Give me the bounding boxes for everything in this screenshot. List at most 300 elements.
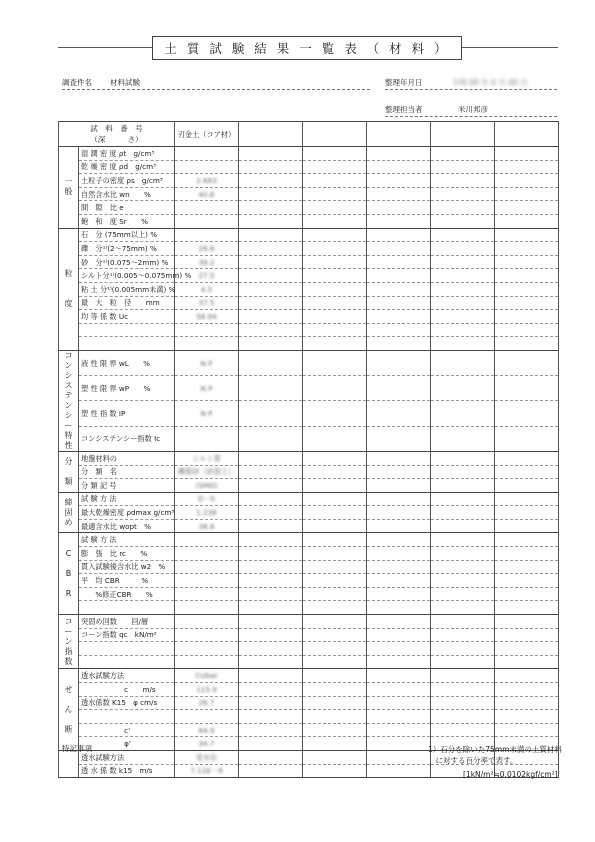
empty-cell <box>495 574 559 588</box>
empty-cell <box>431 628 495 642</box>
empty-cell <box>431 587 495 601</box>
empty-cell <box>495 451 559 465</box>
row-label: 塑 性 限 界 wP % <box>79 376 175 401</box>
empty-cell <box>367 669 431 683</box>
empty-cell <box>303 710 367 724</box>
empty-cell <box>431 492 495 506</box>
empty-cell <box>367 401 431 426</box>
row-value <box>175 642 239 656</box>
row-value <box>175 147 239 161</box>
section-label: 一 般 <box>59 147 79 229</box>
row-label <box>79 642 175 656</box>
row-value: 40.6 <box>175 187 239 201</box>
row-label: 最大乾燥密度 ρdmax g/cm³ <box>79 506 175 520</box>
row-value <box>175 201 239 215</box>
empty-cell <box>303 642 367 656</box>
empty-cell <box>495 628 559 642</box>
empty-cell <box>367 519 431 533</box>
empty-cell <box>495 696 559 710</box>
empty-cell <box>239 560 303 574</box>
table-row <box>59 201 559 215</box>
empty-cell <box>367 492 431 506</box>
empty-cell <box>431 350 495 375</box>
empty-cell <box>239 147 303 161</box>
empty-cell <box>495 147 559 161</box>
table-row <box>59 479 559 493</box>
empty-cell <box>495 519 559 533</box>
empty-cell <box>239 750 303 764</box>
empty-cell <box>367 750 431 764</box>
empty-cell <box>495 269 559 283</box>
empty-cell <box>431 451 495 465</box>
empty-cell <box>367 560 431 574</box>
empty-cell <box>367 337 431 351</box>
empty-cell <box>303 376 367 401</box>
row-value: シルト質 <box>175 451 239 465</box>
row-value: 115.9 <box>175 683 239 697</box>
row-label: 土粒子の密度 ρs g/cm³ <box>79 174 175 188</box>
table-row <box>59 587 559 601</box>
empty-cell <box>367 764 431 778</box>
empty-cell <box>431 255 495 269</box>
empty-cell <box>431 574 495 588</box>
row-label: 最 大 粒 径 mm <box>79 296 175 310</box>
empty-cell <box>495 214 559 228</box>
empty-cell <box>239 401 303 426</box>
table-row <box>59 310 559 324</box>
row-value <box>175 323 239 337</box>
empty-cell <box>303 479 367 493</box>
empty-cell <box>431 337 495 351</box>
row-label: 石 分 (75mm以上) % <box>79 228 175 242</box>
empty-cell <box>367 296 431 310</box>
table-row <box>59 242 559 256</box>
empty-cell <box>303 764 367 778</box>
row-label <box>79 655 175 669</box>
empty-cell <box>239 615 303 629</box>
empty-cell <box>303 337 367 351</box>
empty-cell <box>239 519 303 533</box>
table-row <box>59 710 559 724</box>
person-value: 米川邦彦 <box>458 105 488 114</box>
row-value: 29.8 <box>175 242 239 256</box>
row-value: 26.7 <box>175 696 239 710</box>
row-value: N P <box>175 376 239 401</box>
empty-cell <box>495 723 559 737</box>
empty-cell <box>239 376 303 401</box>
row-label: c m/s <box>79 683 175 697</box>
empty-cell <box>239 587 303 601</box>
empty-cell <box>303 587 367 601</box>
table-row <box>59 506 559 520</box>
row-value <box>175 547 239 561</box>
empty-cell <box>431 642 495 656</box>
row-label: 平 均 CBR % <box>79 574 175 588</box>
empty-cell <box>495 710 559 724</box>
row-value <box>175 574 239 588</box>
empty-cell <box>367 696 431 710</box>
empty-cell <box>303 451 367 465</box>
row-label: 透水試験方法 <box>79 750 175 764</box>
empty-cell <box>239 574 303 588</box>
row-value <box>175 228 239 242</box>
row-label: 透水係数 K15 φ cm/s <box>79 696 175 710</box>
empty-cell <box>239 255 303 269</box>
survey-value: 材料試験 <box>110 78 140 87</box>
empty-cell <box>303 723 367 737</box>
row-value: 27.5 <box>175 269 239 283</box>
empty-cell <box>495 560 559 574</box>
table-row <box>59 401 559 426</box>
person-label: 整理担当者 <box>385 105 423 114</box>
empty-cell <box>303 533 367 547</box>
empty-cell <box>239 160 303 174</box>
empty-cell <box>431 426 495 451</box>
empty-cell <box>239 323 303 337</box>
row-label <box>79 337 175 351</box>
empty-cell <box>431 560 495 574</box>
empty-cell <box>495 587 559 601</box>
table-row <box>59 160 559 174</box>
empty-cell <box>239 310 303 324</box>
table-row <box>59 426 559 451</box>
empty-cell <box>239 201 303 215</box>
empty-cell <box>367 187 431 201</box>
section-label: 締 固 め <box>59 492 79 533</box>
row-value: 変水位 <box>175 750 239 764</box>
row-label: 飽 和 度 Sr % <box>79 214 175 228</box>
empty-cell <box>367 683 431 697</box>
row-value <box>175 337 239 351</box>
table-row <box>59 296 559 310</box>
row-label: シルト分¹⁾(0.005～0.075mm) % <box>79 269 175 283</box>
empty-cell <box>303 296 367 310</box>
row-value <box>175 560 239 574</box>
row-value: 39.2 <box>175 255 239 269</box>
empty-cell <box>367 426 431 451</box>
empty-cell <box>239 506 303 520</box>
row-value: 礫質砂（砂混土） <box>175 465 239 479</box>
empty-cell <box>303 628 367 642</box>
empty-cell <box>367 574 431 588</box>
section-label: せ ん 断 <box>59 669 79 751</box>
table-row <box>59 187 559 201</box>
empty-cell <box>239 187 303 201</box>
row-value <box>175 533 239 547</box>
table-row <box>59 214 559 228</box>
empty-cell <box>239 547 303 561</box>
empty-cell <box>495 601 559 615</box>
row-label: 礫 分¹⁾(2～75mm) % <box>79 242 175 256</box>
empty-cell <box>431 533 495 547</box>
row-label: 試 験 方 法 <box>79 492 175 506</box>
empty-cell <box>431 228 495 242</box>
row-label: 砂 分¹⁾(0.075～2mm) % <box>79 255 175 269</box>
row-value <box>175 710 239 724</box>
empty-cell <box>303 615 367 629</box>
empty-cell <box>239 337 303 351</box>
row-label: コンシステンシー指数 Ic <box>79 426 175 451</box>
empty-cell <box>367 451 431 465</box>
row-value <box>175 615 239 629</box>
row-value: 1.236 <box>175 506 239 520</box>
title-rule-right <box>462 47 558 48</box>
table-row <box>59 519 559 533</box>
unit-note: [1kN/m²≒0.0102kgf/cm²] <box>463 770 558 779</box>
empty-cell <box>431 269 495 283</box>
row-label: 透 水 係 数 k15 m/s <box>79 764 175 778</box>
empty-cell <box>303 160 367 174</box>
row-value <box>175 214 239 228</box>
empty-cell <box>239 533 303 547</box>
empty-cell <box>495 642 559 656</box>
row-value <box>175 601 239 615</box>
empty-cell <box>495 337 559 351</box>
empty-cell <box>495 376 559 401</box>
footnote-line: に対する百分率で表す。 <box>428 756 518 765</box>
empty-cell <box>239 269 303 283</box>
row-label: φ' <box>79 737 175 751</box>
remarks-label: 特記事項 <box>62 744 92 753</box>
empty-cell <box>495 201 559 215</box>
empty-cell <box>431 310 495 324</box>
row-label <box>79 710 175 724</box>
empty-cell <box>431 683 495 697</box>
empty-cell <box>431 201 495 215</box>
empty-cell <box>431 547 495 561</box>
table-header-row <box>59 122 559 147</box>
row-value: 58.94 <box>175 310 239 324</box>
empty-cell <box>303 669 367 683</box>
empty-cell <box>367 642 431 656</box>
empty-cell <box>239 479 303 493</box>
row-label: 液 性 限 界 wL % <box>79 350 175 375</box>
row-label: 粘 土 分¹⁾(0.005mm未満) % <box>79 282 175 296</box>
table-row <box>59 228 559 242</box>
empty-cell <box>303 269 367 283</box>
table-row <box>59 547 559 561</box>
empty-cell <box>303 255 367 269</box>
date-value: 令和 00 年 0 月 00 日 <box>452 78 528 87</box>
empty-cell <box>367 710 431 724</box>
empty-cell <box>495 492 559 506</box>
empty-cell <box>495 401 559 426</box>
row-value: 37.5 <box>175 296 239 310</box>
empty-cell <box>239 174 303 188</box>
empty-cell <box>431 282 495 296</box>
survey-label: 調査件名 <box>62 78 92 87</box>
row-value: N P <box>175 401 239 426</box>
empty-cell <box>239 451 303 465</box>
section-label: コンシステンシー特性 <box>59 350 79 451</box>
empty-cell <box>239 426 303 451</box>
empty-cell <box>239 669 303 683</box>
row-value <box>175 587 239 601</box>
empty-cell <box>431 242 495 256</box>
header-sample-name: 刃金土（コア材） <box>175 122 239 147</box>
row-value: D－b <box>175 492 239 506</box>
empty-cell <box>367 214 431 228</box>
empty-cell <box>367 269 431 283</box>
table-row <box>59 723 559 737</box>
date-underline <box>385 89 557 90</box>
row-label: c' <box>79 723 175 737</box>
table-row <box>59 669 559 683</box>
empty-cell <box>431 655 495 669</box>
empty-cell <box>495 426 559 451</box>
empty-cell <box>303 242 367 256</box>
empty-cell <box>239 642 303 656</box>
empty-cell <box>303 750 367 764</box>
empty-cell <box>495 187 559 201</box>
table-row <box>59 642 559 656</box>
header-sample-number: 試 料 番 号 （深 さ） <box>59 122 175 147</box>
empty-cell <box>239 492 303 506</box>
table-row <box>59 337 559 351</box>
table-row <box>59 174 559 188</box>
row-label: 突固め回数 回/層 <box>79 615 175 629</box>
empty-cell <box>367 479 431 493</box>
empty-cell <box>431 479 495 493</box>
empty-cell <box>239 710 303 724</box>
empty-cell <box>495 669 559 683</box>
empty-cell <box>239 282 303 296</box>
row-label: 乾 燥 密 度 ρd g/cm³ <box>79 160 175 174</box>
empty-cell <box>303 228 367 242</box>
empty-cell <box>367 615 431 629</box>
row-label: %修正CBR % <box>79 587 175 601</box>
header-empty-col <box>495 122 559 147</box>
section-label: C B R <box>59 533 79 615</box>
empty-cell <box>367 628 431 642</box>
row-value <box>175 655 239 669</box>
empty-cell <box>303 350 367 375</box>
empty-cell <box>431 214 495 228</box>
empty-cell <box>495 255 559 269</box>
empty-cell <box>367 174 431 188</box>
empty-cell <box>431 147 495 161</box>
row-label: 塑 性 指 数 IP <box>79 401 175 426</box>
empty-cell <box>303 655 367 669</box>
empty-cell <box>495 465 559 479</box>
empty-cell <box>303 574 367 588</box>
row-value: 7.11E－9 <box>175 764 239 778</box>
empty-cell <box>431 296 495 310</box>
row-label: 最適含水比 wopt % <box>79 519 175 533</box>
row-value: 64.9 <box>175 723 239 737</box>
empty-cell <box>367 323 431 337</box>
row-label: 透水試験方法 <box>79 669 175 683</box>
table-row <box>59 376 559 401</box>
table-row <box>59 269 559 283</box>
empty-cell <box>239 737 303 751</box>
empty-cell <box>495 506 559 520</box>
empty-cell <box>431 519 495 533</box>
row-label: 試 験 方 法 <box>79 533 175 547</box>
empty-cell <box>495 323 559 337</box>
empty-cell <box>367 160 431 174</box>
row-value: 38.8 <box>175 519 239 533</box>
empty-cell <box>303 696 367 710</box>
empty-cell <box>367 147 431 161</box>
header-empty-col <box>303 122 367 147</box>
empty-cell <box>495 228 559 242</box>
empty-cell <box>239 764 303 778</box>
empty-cell <box>239 465 303 479</box>
empty-cell <box>431 506 495 520</box>
row-value: 34.7 <box>175 737 239 751</box>
empty-cell <box>495 282 559 296</box>
empty-cell <box>367 255 431 269</box>
empty-cell <box>239 601 303 615</box>
empty-cell <box>303 201 367 215</box>
empty-cell <box>303 323 367 337</box>
row-label: 湿 潤 密 度 ρt g/cm³ <box>79 147 175 161</box>
table-row <box>59 350 559 375</box>
section-label: 粒 度 <box>59 228 79 350</box>
row-value: 4.5 <box>175 282 239 296</box>
empty-cell <box>303 310 367 324</box>
section-label: コーン指数 <box>59 615 79 669</box>
empty-cell <box>367 350 431 375</box>
empty-cell <box>431 376 495 401</box>
row-label: コーン指数 qc kN/m² <box>79 628 175 642</box>
empty-cell <box>303 506 367 520</box>
row-value: CUbar <box>175 669 239 683</box>
empty-cell <box>431 174 495 188</box>
header-empty-col <box>239 122 303 147</box>
person-underline <box>385 116 557 117</box>
empty-cell <box>239 655 303 669</box>
empty-cell <box>367 587 431 601</box>
table-row <box>59 655 559 669</box>
empty-cell <box>495 242 559 256</box>
empty-cell <box>431 696 495 710</box>
table-row <box>59 683 559 697</box>
empty-cell <box>303 492 367 506</box>
empty-cell <box>495 655 559 669</box>
empty-cell <box>303 519 367 533</box>
empty-cell <box>303 683 367 697</box>
empty-cell <box>431 669 495 683</box>
empty-cell <box>303 547 367 561</box>
row-label: 均 等 係 数 Uc <box>79 310 175 324</box>
empty-cell <box>239 242 303 256</box>
table-row <box>59 533 559 547</box>
empty-cell <box>303 426 367 451</box>
empty-cell <box>303 560 367 574</box>
table-row <box>59 560 559 574</box>
empty-cell <box>367 655 431 669</box>
empty-cell <box>367 201 431 215</box>
empty-cell <box>431 323 495 337</box>
empty-cell <box>239 683 303 697</box>
empty-cell <box>303 737 367 751</box>
empty-cell <box>303 147 367 161</box>
table-row <box>59 147 559 161</box>
empty-cell <box>367 282 431 296</box>
empty-cell <box>239 296 303 310</box>
table-row <box>59 492 559 506</box>
section-label <box>59 750 79 777</box>
footnote <box>428 744 562 766</box>
empty-cell <box>495 350 559 375</box>
date-label: 整理年月日 <box>385 78 423 87</box>
table-row <box>59 255 559 269</box>
empty-cell <box>367 601 431 615</box>
header-empty-col <box>431 122 495 147</box>
empty-cell <box>367 506 431 520</box>
